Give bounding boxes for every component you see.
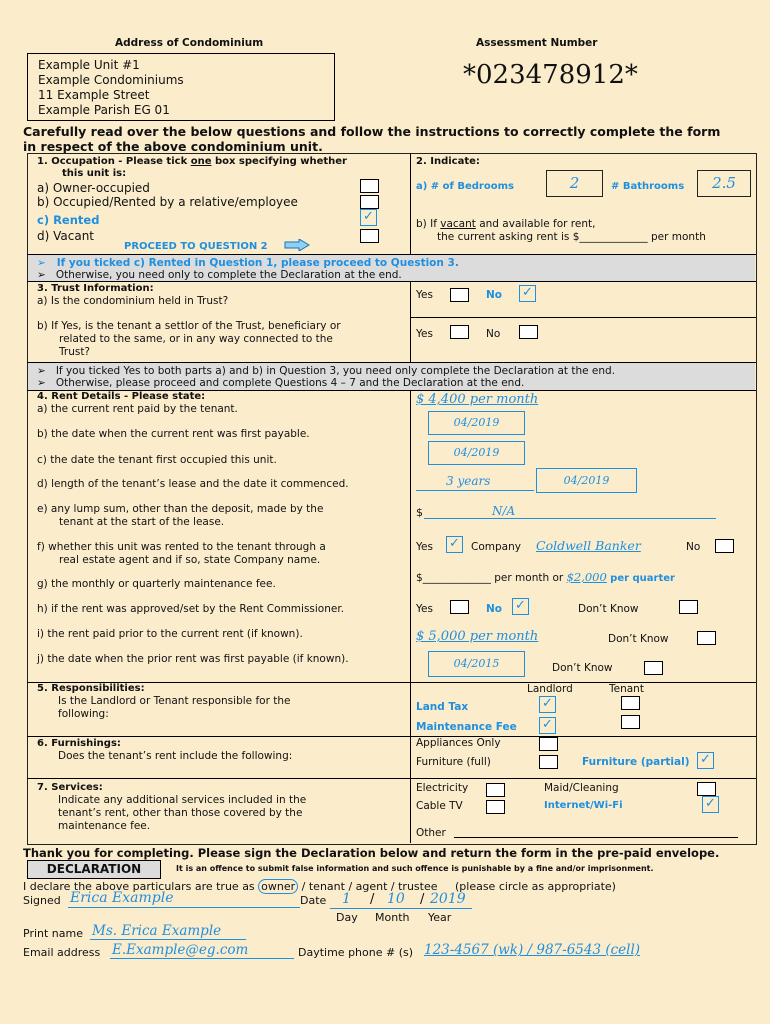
q1-title-text: 1. Occupation - Please tick [37,156,191,167]
q3-b-line: b) If Yes, is the tenant a settlor of the Trust, beneficiary or [37,320,341,332]
note-line: ➢ Otherwise, please proceed and complete Questions 4 – 7 and the Declaration at the end. [37,377,525,389]
q1-d-checkbox[interactable] [360,229,379,243]
q3-b-no-checkbox[interactable] [519,325,538,339]
q4-c: c) the date the tenant first occupied this unit. [37,454,277,466]
arrow-right-icon [284,239,310,251]
q3-a: a) Is the condominium held in Trust? [37,295,229,307]
tenant-header: Tenant [609,683,644,695]
address-label: Address of Condominium [115,37,264,49]
warning-text: It is an offence to submit false information and such offence is punishable by a fine and/or imprisonment. [176,864,654,873]
q4-j: j) the date when the prior rent was first payable (if known). [37,653,349,665]
owner-circled[interactable]: owner [258,879,298,894]
q1-option-d: d) Vacant [37,229,95,243]
instructions [23,124,720,154]
other-line[interactable] [454,837,738,838]
notes-2 [37,365,615,389]
q4-title: 4. Rent Details - Please state: [37,391,206,402]
q2-bedrooms-label: a) # of Bedrooms [416,181,514,192]
row-divider [410,317,756,318]
email-value[interactable]: E.Example@eg.com [112,942,249,958]
q4-b-value: 04/2019 [453,416,500,429]
address-text [38,58,184,118]
furniture-full-checkbox[interactable] [539,755,558,769]
appliances-checkbox[interactable] [539,737,558,751]
q1-a-checkbox[interactable] [360,179,379,193]
q3-b [37,320,341,359]
notes-1 [37,257,459,281]
note-line: ➢ If you ticked c) Rented in Question 1, please proceed to Question 3. [37,257,459,269]
q4-e [37,503,323,529]
q4-g-text [416,570,675,584]
q1-b-checkbox[interactable] [360,195,379,209]
row-divider [27,778,756,779]
address-line: 11 Example Street [38,88,150,102]
signature[interactable]: Erica Example [70,890,174,906]
q4-f-company-label: Company [471,541,521,553]
cable-label: Cable TV [416,800,463,812]
email-line [110,958,294,959]
q4-f-no-label: No [686,541,701,553]
q4-h-no-checkbox-checked[interactable]: ✓ [512,598,529,615]
q4-g-pre: $_____________ per month or [416,572,564,584]
q6-text: Does the tenant’s rent include the following: [58,750,293,762]
q1-option-c: c) Rented [37,213,100,227]
q4-j-dontknow-checkbox[interactable] [644,661,663,675]
q2-b-text: and available for rent, [475,218,596,230]
q5-text-line: following: [58,708,109,720]
q4-f-yes-checkbox-checked[interactable]: ✓ [446,536,463,553]
q3-a-yes-checkbox[interactable] [450,288,469,302]
q4-f-line: real estate agent and if so, state Company name. [59,554,321,566]
q4-c-box[interactable] [428,441,525,465]
assessment-label: Assessment Number [476,37,598,49]
q1-title-underline: one [190,156,212,167]
bathrooms-value: 2.5 [712,174,736,192]
date-slash: / [370,892,375,907]
note-text: If you ticked Yes to both parts a) and b) in Question 3, you need only complete the Declaration at the end. [55,365,616,377]
q1-option-b: b) Occupied/Rented by a relative/employee [37,195,298,209]
print-name-label: Print name [23,927,83,940]
q1-option-a: a) Owner-occupied [37,181,150,195]
bedrooms-value: 2 [569,174,580,192]
maint-fee-tenant-checkbox[interactable] [621,715,640,729]
q4-e-value[interactable]: N/A [492,504,516,518]
address-line: Example Condominiums [38,73,184,87]
q4-h-dontknow-checkbox[interactable] [679,600,698,614]
q4-f-no-checkbox[interactable] [715,539,734,553]
q4-b-box[interactable] [428,411,525,435]
declare-pre: I declare the above particulars are true as [23,880,259,893]
q7-title: 7. Services: [37,782,103,793]
bedrooms-box[interactable] [546,170,603,197]
maid-checkbox[interactable] [697,782,716,796]
q4-e-underline [424,518,716,519]
note-text: Otherwise, please proceed and complete Questions 4 – 7 and the Declaration at the end. [55,377,525,389]
date-day[interactable]: 1 [342,891,351,907]
address-line: Example Unit #1 [38,58,140,72]
q4-j-dontknow-label: Don’t Know [552,662,613,674]
q1-title-line2: this unit is: [62,168,127,179]
q4-d-underline [416,490,534,491]
q4-i-dontknow-checkbox[interactable] [697,631,716,645]
furniture-full-label: Furniture (full) [416,756,491,768]
q4-e-dollar: $ [416,506,423,519]
q4-e-line: tenant at the start of the lease. [59,516,225,528]
landlord-header: Landlord [527,683,573,695]
q7-text [58,794,306,833]
col-divider [410,390,411,843]
q4-i-dontknow-label: Don’t Know [608,633,669,645]
signature-line [68,907,300,908]
date-slash: / [420,892,425,907]
q2-bathrooms-label: # Bathrooms [611,181,685,192]
q5-text-line: Is the Landlord or Tenant responsible for the [58,695,291,707]
q5-title: 5. Responsibilities: [37,683,145,694]
q4-d: d) length of the tenant’s lease and the date it commenced. [37,478,349,490]
q4-h-yes-checkbox[interactable] [450,600,469,614]
q4-f-line: f) whether this unit was rented to the tenant through a [37,541,326,553]
q7-text-line: Indicate any additional services included in the [58,794,307,806]
q4-b: b) the date when the current rent was first payable. [37,428,310,440]
year-label: Year [428,911,452,924]
note-text: If you ticked c) Rented in Question 1, please proceed to Question 3. [56,257,459,269]
q4-i-value[interactable]: $ 5,000 per month [416,629,539,644]
furniture-partial-checked[interactable]: ✓ [697,752,714,769]
q1-title-text: box specifying whether [211,156,347,167]
declare-post: / tenant / agent / trustee (please circle as appropriate) [298,880,616,893]
q3-b-yes-checkbox[interactable] [450,325,469,339]
date-year[interactable]: 2019 [430,891,466,907]
phone-value[interactable]: 123-4567 (wk) / 987-6543 (cell) [424,942,641,958]
print-name-value[interactable]: Ms. Erica Example [92,923,222,939]
q4-f-yes-label: Yes [416,541,433,553]
q4-i: i) the rent paid prior to the current rent (if known). [37,628,303,640]
q3-b-no-label: No [486,328,501,340]
assessment-number: *023478912* [463,60,638,90]
q2-b-underline: vacant [440,218,476,230]
q4-a: a) the current rent paid by the tenant. [37,403,238,415]
q4-h-yes-label: Yes [416,603,433,615]
q7-text-line: maintenance fee. [58,820,151,832]
q4-j-box[interactable] [428,651,525,677]
day-label: Day [336,911,358,924]
instruction-line: Carefully read over the below questions and follow the instructions to correctly complete the form [23,124,721,139]
month-label: Month [375,911,410,924]
declaration-label: DECLARATION [27,860,161,879]
q3-b-yes-label: Yes [416,328,433,340]
q3-b-line: Trust? [59,346,91,358]
internet-checked[interactable]: ✓ [702,796,719,813]
q4-j-value: 04/2015 [453,657,500,670]
electricity-checkbox[interactable] [486,783,505,797]
q5-text [58,695,290,721]
q3-b-line: related to the same, or in any way connected to the [59,333,333,345]
electricity-label: Electricity [416,782,469,794]
signed-label: Signed [23,894,61,907]
phone-label: Daytime phone # (s) [298,946,414,959]
q2-b-text: b) If [416,218,441,230]
maint-fee-landlord-checked[interactable]: ✓ [539,717,556,734]
q3-a-no-checkbox-checked[interactable]: ✓ [519,285,536,302]
note-line: ➢ Otherwise, you need only to complete the Declaration at the end. [37,269,402,281]
col-divider [410,281,411,362]
q4-d-years[interactable]: 3 years [446,474,491,488]
bathrooms-box[interactable] [697,170,751,197]
land-tax-landlord-checked[interactable]: ✓ [539,696,556,713]
furniture-partial-label: Furniture (partial) [582,756,690,768]
col-divider [410,153,411,254]
q2-b [416,218,595,230]
maint-fee-label: Maintenance Fee [416,721,517,733]
cable-checkbox[interactable] [486,800,505,814]
date-month[interactable]: 10 [387,891,405,907]
q6-title: 6. Furnishings: [37,738,121,749]
q4-f-company-value[interactable]: Coldwell Banker [536,538,641,553]
row-divider [27,281,756,282]
land-tax-label: Land Tax [416,701,469,713]
date-label: Date [300,894,327,907]
note-line: ➢ If you ticked Yes to both parts a) and b) in Question 3, you need only complete the Declaration at the end. [37,365,616,377]
row-divider [27,736,756,737]
thanks-text: Thank you for completing. Please sign the Declaration below and return the form in the pre-paid envelope. [23,846,720,860]
instruction-line: in respect of the above condominium unit. [23,139,323,154]
q2-title: 2. Indicate: [416,156,480,167]
q4-d-date: 04/2019 [563,474,610,487]
proceed-q2: PROCEED TO QUESTION 2 [124,241,268,252]
date-line [330,908,472,909]
address-box [27,53,335,121]
internet-label: Internet/Wi-Fi [544,800,623,811]
q4-g: g) the monthly or quarterly maintenance fee. [37,578,276,590]
q4-c-value: 04/2019 [453,446,500,459]
q1-title [37,156,347,167]
print-name-line [90,939,246,940]
q4-h-dontknow-label: Don’t Know [578,603,639,615]
other-label: Other [416,827,446,839]
q1-c-checkbox-checked[interactable]: ✓ [360,209,377,226]
maid-label: Maid/Cleaning [544,782,619,794]
email-label: Email address [23,946,101,959]
q4-g-post: per quarter [610,573,675,584]
q4-a-value[interactable]: $ 4,400 per month [416,392,539,407]
q4-g-value[interactable]: $2,000 [566,570,607,584]
q4-h-no-label: No [486,603,503,615]
q7-text-line: tenant’s rent, other than those covered by the [58,807,303,819]
q4-f [37,541,326,567]
q2-b-line2: the current asking rent is $_____________ per month [437,231,706,243]
q3-title: 3. Trust Information: [37,283,154,294]
land-tax-tenant-checkbox[interactable] [621,696,640,710]
note-text: Otherwise, you need only to complete the Declaration at the end. [55,269,402,281]
q3-a-no-label: No [486,289,503,301]
address-line: Example Parish EG 01 [38,103,170,117]
appliances-label: Appliances Only [416,737,501,749]
q4-e-line: e) any lump sum, other than the deposit, made by the [37,503,324,515]
q3-a-yes-label: Yes [416,289,433,301]
q4-d-box[interactable] [536,468,637,493]
q4-h: h) if the rent was approved/set by the Rent Commissioner. [37,603,345,615]
